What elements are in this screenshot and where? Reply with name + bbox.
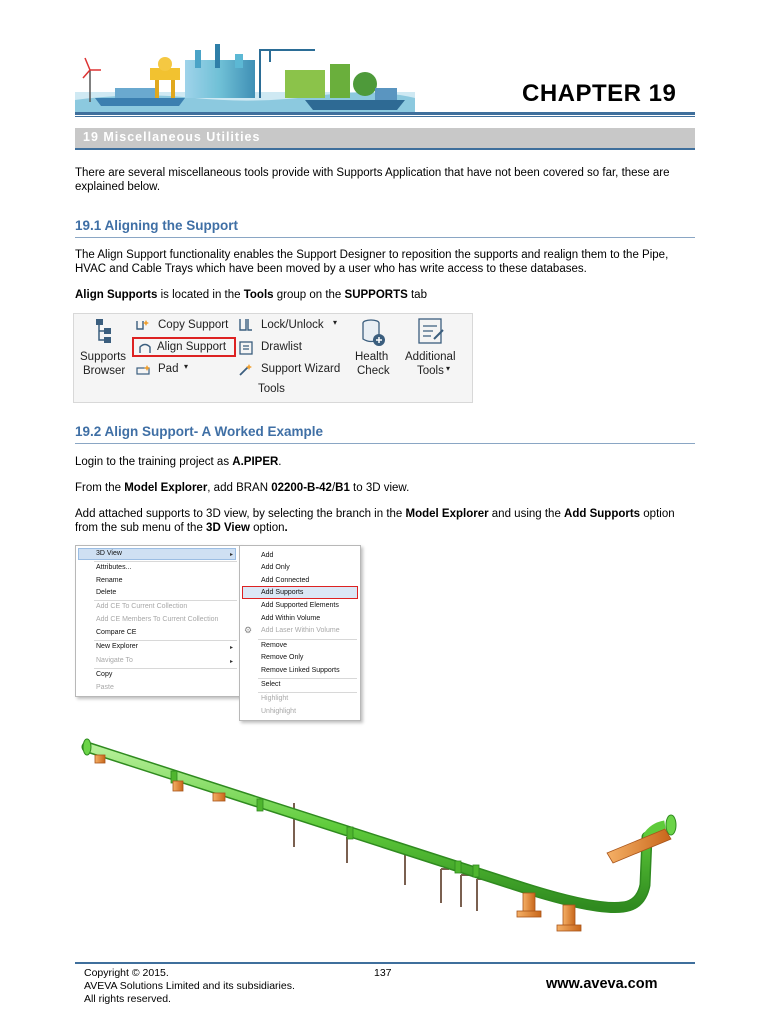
ribbon-additional-tools-label-2[interactable]: Tools [417, 365, 444, 377]
page-number: 137 [374, 967, 392, 979]
text-run: is located in the [157, 289, 244, 301]
context-menu-item[interactable]: Copy [96, 671, 113, 678]
section-title-bar [75, 128, 695, 150]
pad-icon [136, 364, 152, 376]
header-rule [75, 112, 695, 115]
submenu-item[interactable]: Remove [261, 642, 288, 649]
menu-separator [94, 600, 237, 601]
footer-rule [75, 962, 695, 964]
menu-separator [258, 678, 357, 679]
text-run: to 3D view. [349, 482, 410, 494]
submenu-item[interactable]: Add Connected [261, 577, 310, 584]
align-support-icon [138, 342, 152, 354]
menu-separator [94, 561, 237, 562]
ribbon-health-check-label-2[interactable]: Check [357, 365, 390, 377]
submenu-item[interactable]: Select [261, 681, 281, 688]
bold-align-supports: Align Supports [75, 289, 158, 301]
new-explorer-submenu-arrow-icon: ▸ [230, 645, 234, 651]
pad-dropdown-icon[interactable]: ▾ [184, 362, 189, 371]
pipe-3d-model-image [75, 735, 695, 940]
text-run: . [278, 456, 282, 468]
menu-separator [94, 668, 237, 669]
additional-tools-icon [417, 317, 445, 347]
context-menu-item[interactable]: Rename [96, 577, 123, 584]
text-run: , add BRAN [207, 482, 272, 494]
context-menu-item[interactable]: 3D View [96, 550, 122, 557]
login-paragraph [75, 455, 695, 469]
submenu-item[interactable]: Add Laser Within Volume [261, 627, 340, 634]
align-location-paragraph [75, 288, 695, 302]
menu-separator [94, 640, 237, 641]
header-rule-thin [75, 116, 695, 117]
bold-period: . [284, 522, 288, 534]
drawlist-icon [239, 341, 253, 355]
context-menu-item[interactable]: Attributes... [96, 564, 132, 571]
bold-user: A.PIPER [232, 456, 279, 468]
menu-separator [258, 639, 357, 640]
context-menu-item[interactable]: Compare CE [96, 629, 137, 636]
submenu-item[interactable]: Add Supported Elements [261, 602, 339, 609]
context-menu-item[interactable]: Add CE Members To Current Collection [96, 616, 219, 623]
context-menu-item[interactable]: Navigate To [96, 657, 133, 664]
model-explorer-paragraph [75, 481, 695, 495]
ribbon-lock-unlock[interactable]: Lock/Unlock [261, 319, 324, 331]
menu-separator [258, 692, 357, 693]
supports-browser-icon [94, 318, 114, 344]
text-run: / [331, 482, 336, 494]
intro-paragraph: There are several miscellaneous tools provide with Supports Application that have not been covered so far, these are explained below. [75, 167, 670, 193]
copy-support-icon [134, 319, 152, 333]
submenu-item[interactable]: Highlight [261, 695, 289, 702]
ribbon-align-support[interactable]: Align Support [157, 341, 227, 353]
bold-branch: 02200-B-42 [271, 482, 332, 494]
3d-view-submenu-arrow-icon: ▸ [230, 552, 234, 558]
heading-19-1: 19.1 Aligning the Support [75, 218, 695, 238]
heading-19-2: 19.2 Align Support- A Worked Example [75, 424, 695, 444]
header-banner-illustration [75, 40, 415, 120]
submenu-item[interactable]: Add [261, 552, 274, 559]
health-check-icon [359, 317, 387, 347]
submenu-item[interactable]: Remove Linked Supports [261, 667, 340, 674]
context-menu-item[interactable]: Add CE To Current Collection [96, 603, 188, 610]
footer-url[interactable]: www.aveva.com [546, 976, 658, 992]
text-run: From the [75, 482, 125, 494]
support-wizard-icon [238, 363, 254, 377]
ribbon-supports-browser-label-1[interactable]: Supports [80, 351, 127, 363]
submenu-item[interactable]: Unhighlight [261, 708, 297, 715]
submenu-item[interactable]: Add Only [261, 564, 290, 571]
context-menu-main [75, 545, 241, 697]
footer-rights: All rights reserved. [84, 993, 171, 1005]
bold-branch-b1: B1 [335, 482, 350, 494]
bold-model-explorer: Model Explorer [405, 508, 489, 520]
laser-gear-icon: ⚙ [244, 625, 253, 635]
submenu-item[interactable]: Remove Only [261, 654, 304, 661]
navigate-to-submenu-arrow-icon: ▸ [230, 659, 234, 665]
text-run: option from the sub menu of the [75, 508, 675, 534]
bold-tools: Tools [243, 289, 274, 301]
submenu-item[interactable]: Add Within Volume [261, 615, 321, 622]
lock-unlock-dropdown-icon[interactable]: ▾ [333, 318, 338, 327]
text-run: group on the [273, 289, 345, 301]
ribbon-supports-browser-label-2[interactable]: Browser [83, 365, 126, 377]
text-run: and using the [488, 508, 565, 520]
ribbon-support-wizard[interactable]: Support Wizard [261, 363, 341, 375]
footer-copyright: Copyright © 2015. [84, 967, 169, 979]
ribbon-copy-support[interactable]: Copy Support [158, 319, 229, 331]
ribbon-health-check-label-1[interactable]: Health [355, 351, 389, 363]
text-run: option [249, 522, 285, 534]
footer-company: AVEVA Solutions Limited and its subsidiaries. [84, 980, 295, 992]
bold-3d-view: 3D View [206, 522, 250, 534]
chapter-title: CHAPTER 19 [522, 80, 677, 107]
align-support-paragraph: The Align Support functionality enables the Support Designer to reposition the supports and realign them to the Pipe, HVAC and Cable Trays which have been moved by a user who has write access to these databases. [75, 249, 669, 275]
ribbon-pad[interactable]: Pad [158, 363, 179, 375]
bold-supports-tab: SUPPORTS [344, 289, 408, 301]
add-supports-paragraph [75, 507, 695, 535]
ribbon-group-label: Tools [258, 383, 285, 395]
lock-unlock-icon [238, 318, 254, 332]
text-run: Login to the training project as [75, 456, 233, 468]
submenu-item[interactable]: Add Supports [261, 589, 304, 596]
context-menu-3d-view-submenu [239, 545, 361, 721]
ribbon-drawlist[interactable]: Drawlist [261, 341, 302, 353]
text-run: tab [407, 289, 427, 301]
bold-add-supports: Add Supports [564, 508, 641, 520]
context-menu-item[interactable]: New Explorer [96, 643, 139, 650]
section-title: 19 Miscellaneous Utilities [83, 130, 261, 144]
context-menu-item[interactable]: Delete [96, 589, 117, 596]
context-menu-item[interactable]: Paste [96, 684, 114, 691]
text-run: Add attached supports to 3D view, by selecting the branch in the [75, 508, 406, 520]
additional-tools-dropdown-icon[interactable]: ▾ [446, 364, 451, 373]
ribbon-tools-group [73, 313, 473, 403]
bold-model-explorer: Model Explorer [124, 482, 208, 494]
ribbon-additional-tools-label-1[interactable]: Additional [405, 351, 456, 363]
